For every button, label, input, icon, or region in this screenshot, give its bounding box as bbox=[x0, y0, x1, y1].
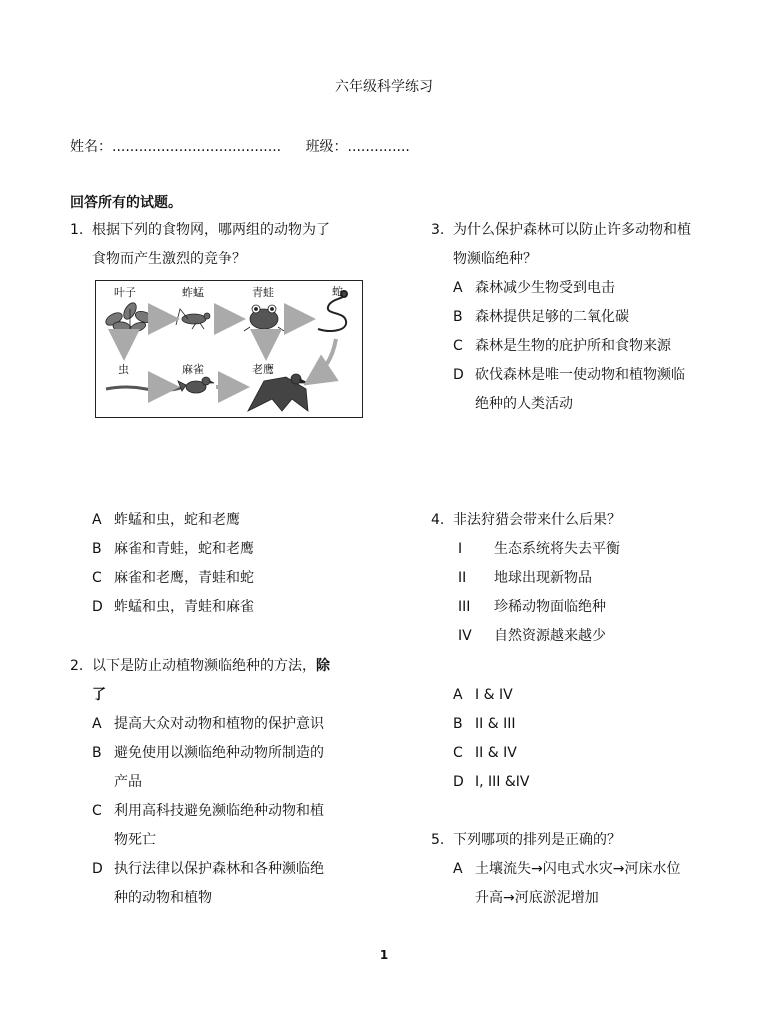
option-d-cont: 种的动物和植物 bbox=[114, 890, 212, 906]
question-emphasis-cont: 了 bbox=[92, 687, 106, 703]
food-web-label: 青蛙 bbox=[252, 286, 274, 299]
option-label: A bbox=[92, 512, 102, 528]
question-number: 4. bbox=[431, 512, 445, 528]
option-label: D bbox=[92, 599, 103, 615]
question-number: 2. bbox=[70, 658, 84, 674]
statement-ii bbox=[458, 564, 620, 593]
food-web-diagram bbox=[95, 280, 363, 418]
question-1 bbox=[70, 216, 330, 274]
option-text: 避免使用以濒临绝种动物所制造的 bbox=[114, 745, 324, 761]
worm-icon bbox=[106, 387, 184, 391]
option-text: II & III bbox=[475, 716, 516, 732]
option-text: II & IV bbox=[475, 745, 517, 761]
statement-iii bbox=[458, 593, 620, 622]
option-label: D bbox=[92, 861, 103, 877]
grasshopper-icon bbox=[176, 309, 210, 329]
question-5-options bbox=[453, 855, 680, 913]
option-text: 森林提供足够的二氧化碳 bbox=[475, 309, 629, 325]
question-number: 5. bbox=[431, 832, 445, 848]
statement-label: II bbox=[458, 570, 467, 586]
option-label: C bbox=[453, 338, 463, 354]
sparrow-icon bbox=[178, 377, 214, 393]
option-text: I & IV bbox=[475, 687, 513, 703]
question-1-options bbox=[92, 506, 254, 622]
question-number: 3. bbox=[431, 222, 445, 238]
food-web-label: 蚱蜢 bbox=[182, 286, 204, 299]
question-3-options bbox=[453, 274, 685, 419]
food-web-label: 叶子 bbox=[114, 286, 136, 299]
eagle-icon bbox=[248, 374, 308, 411]
statement-iv bbox=[458, 622, 620, 651]
page-title: 六年级科学练习 bbox=[335, 79, 433, 95]
option-a[interactable] bbox=[453, 681, 530, 710]
question-4 bbox=[431, 506, 621, 535]
class-field: 班级：.............. bbox=[305, 139, 410, 155]
option-b-cont: 产品 bbox=[114, 774, 142, 790]
option-c-cont: 物死亡 bbox=[114, 832, 156, 848]
question-3 bbox=[431, 216, 691, 274]
frog-icon bbox=[244, 305, 284, 331]
question-text-cont: 食物而产生激烈的竞争？ bbox=[92, 251, 246, 267]
food-web-label: 老鹰 bbox=[252, 363, 274, 376]
instruction: 回答所有的试题。 bbox=[70, 195, 182, 211]
food-web-label: 麻雀 bbox=[182, 363, 204, 376]
option-b[interactable] bbox=[92, 535, 254, 564]
question-text: 下列哪项的排列是正确的？ bbox=[453, 832, 621, 848]
page-number: 1 bbox=[379, 948, 389, 962]
option-text: 砍伐森林是唯一使动物和植物濒临 bbox=[475, 367, 685, 383]
option-text: I, III &IV bbox=[475, 774, 530, 790]
question-text: 根据下列的食物网，哪两组的动物为了 bbox=[92, 222, 330, 238]
option-a[interactable] bbox=[92, 506, 254, 535]
option-label: A bbox=[453, 687, 463, 703]
option-d[interactable] bbox=[453, 768, 530, 797]
option-label: A bbox=[453, 861, 463, 877]
question-2-options bbox=[92, 710, 324, 913]
option-label: C bbox=[92, 803, 102, 819]
name-field: 姓名：...................................... bbox=[70, 139, 282, 155]
question-2 bbox=[70, 652, 330, 710]
option-a-cont: 升高→河底淤泥增加 bbox=[475, 890, 599, 906]
option-label: C bbox=[453, 745, 463, 761]
option-d[interactable] bbox=[453, 361, 685, 390]
statement-text: 珍稀动物面临绝种 bbox=[494, 599, 606, 615]
question-text-cont: 物濒临绝种？ bbox=[453, 251, 537, 267]
question-text: 为什么保护森林可以防止许多动物和植 bbox=[453, 222, 691, 238]
option-text: 提高大众对动物和植物的保护意识 bbox=[114, 716, 324, 732]
option-label: D bbox=[453, 774, 464, 790]
statement-text: 生态系统将失去平衡 bbox=[494, 541, 620, 557]
option-text: 蚱蜢和虫，蛇和老鹰 bbox=[114, 512, 240, 528]
statement-i bbox=[458, 535, 620, 564]
option-text: 执行法律以保护森林和各种濒临绝 bbox=[114, 861, 324, 877]
option-a[interactable] bbox=[453, 855, 680, 884]
food-web-label: 蛇 bbox=[332, 285, 343, 298]
option-d[interactable] bbox=[92, 855, 324, 884]
option-label: D bbox=[453, 367, 464, 383]
option-text: 麻雀和青蛙，蛇和老鹰 bbox=[114, 541, 254, 557]
food-web-drawing bbox=[96, 281, 362, 417]
statement-text: 地球出现新物品 bbox=[494, 570, 592, 586]
option-label: A bbox=[92, 716, 102, 732]
food-web-label: 虫 bbox=[118, 363, 129, 376]
option-label: A bbox=[453, 280, 463, 296]
option-text: 利用高科技避免濒临绝种动物和植 bbox=[114, 803, 324, 819]
question-5 bbox=[431, 826, 621, 855]
question-text: 以下是防止动植物濒临绝种的方法， bbox=[92, 658, 316, 674]
option-a[interactable] bbox=[453, 274, 685, 303]
statement-text: 自然资源越来越少 bbox=[494, 628, 606, 644]
statement-label: I bbox=[458, 541, 463, 557]
option-text: 森林减少生物受到电击 bbox=[475, 280, 615, 296]
option-label: B bbox=[92, 541, 102, 557]
option-text: 麻雀和老鹰，青蛙和蛇 bbox=[114, 570, 254, 586]
option-c[interactable] bbox=[453, 332, 685, 361]
option-label: B bbox=[453, 716, 463, 732]
option-label: B bbox=[453, 309, 463, 325]
question-text: 非法狩猎会带来什么后果？ bbox=[453, 512, 621, 528]
statement-label: IV bbox=[458, 628, 472, 644]
student-info-line bbox=[70, 136, 410, 156]
question-number: 1. bbox=[70, 222, 84, 238]
option-text: 蚱蜢和虫，青蛙和麻雀 bbox=[114, 599, 254, 615]
question-4-statements bbox=[458, 535, 620, 651]
question-4-options bbox=[453, 681, 530, 797]
option-label: B bbox=[92, 745, 102, 761]
option-c[interactable] bbox=[92, 564, 254, 593]
option-c[interactable] bbox=[453, 739, 530, 768]
option-d[interactable] bbox=[92, 593, 254, 622]
option-b[interactable] bbox=[453, 710, 530, 739]
question-emphasis: 除 bbox=[316, 658, 330, 674]
option-b[interactable] bbox=[453, 303, 685, 332]
food-web-arrows bbox=[124, 319, 336, 387]
leaf-icon bbox=[104, 301, 154, 334]
option-text: 森林是生物的庇护所和食物来源 bbox=[475, 338, 671, 354]
option-label: C bbox=[92, 570, 102, 586]
statement-label: III bbox=[458, 599, 471, 615]
option-c[interactable] bbox=[92, 797, 324, 826]
option-a[interactable] bbox=[92, 710, 324, 739]
option-text: 土壤流失→闪电式水灾→河床水位 bbox=[475, 861, 681, 877]
option-d-cont: 绝种的人类活动 bbox=[475, 396, 573, 412]
option-b[interactable] bbox=[92, 739, 324, 768]
